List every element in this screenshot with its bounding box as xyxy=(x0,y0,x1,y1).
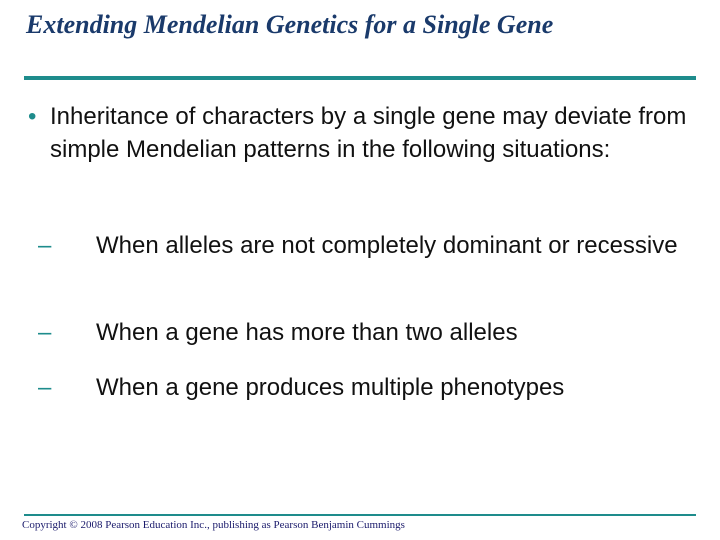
footer-divider xyxy=(24,514,696,516)
copyright-footer: Copyright © 2008 Pearson Education Inc., publishing as Pearson Benjamin Cummings xyxy=(22,519,405,531)
sub-bullet-marker: – xyxy=(38,374,52,401)
slide-title: Extending Mendelian Genetics for a Single Gene xyxy=(26,10,554,39)
main-bullet-text: Inheritance of characters by a single gene may deviate from simple Mendelian patterns in the following situations: xyxy=(50,103,687,163)
sub-bullet-1 xyxy=(38,230,678,261)
sub-bullet-3 xyxy=(38,372,678,403)
title-divider xyxy=(24,76,696,80)
sub-bullet-text: When a gene produces multiple phenotypes xyxy=(96,374,565,401)
sub-bullet-marker: – xyxy=(38,319,52,346)
sub-bullet-marker: – xyxy=(38,232,52,259)
sub-bullet-text: When a gene has more than two alleles xyxy=(96,319,518,346)
sub-bullet-2 xyxy=(38,317,678,348)
bullet-marker: • xyxy=(28,103,37,130)
sub-bullet-text: When alleles are not completely dominant or recessive xyxy=(96,232,678,259)
main-bullet xyxy=(28,100,688,166)
